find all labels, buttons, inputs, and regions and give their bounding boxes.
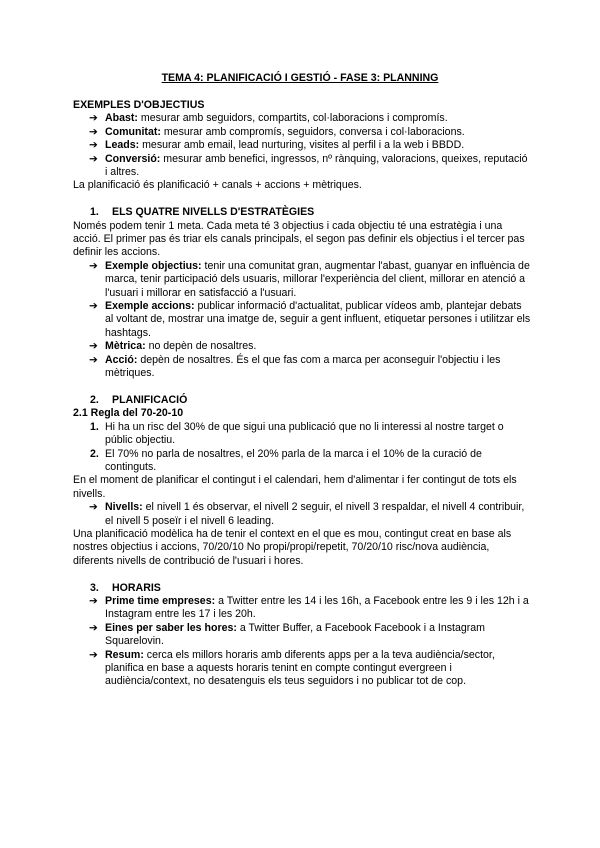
item-text: a Twitter entre les 14 i les 16h, a Facebook entre les 9 i les 12h i a Instagram entre les 17 i les 20h. bbox=[105, 594, 529, 621]
examples-summary: La planificació és planificació + canals + accions + mètriques. bbox=[73, 179, 362, 192]
section-2-numbered-list bbox=[73, 421, 531, 475]
arrow-icon: ➔ bbox=[89, 594, 98, 607]
arrow-icon: ➔ bbox=[89, 340, 98, 353]
item-text: cerca els millors horaris amb diferents apps per a la teva audiència/sector, planifica en base a aquests horaris tenint en compte contingut evergreen i audiència/context, no desatenguis els teus seguidors i no publicar tot de cop. bbox=[105, 648, 495, 688]
section-2-paragraph-2: Una planificació modèlica ha de tenir el context en el que es mou, contingut creat en base als nostres objectius i accions, 70/20/10 No propi/propi/repetit, 70/20/10 risc/nova audiència, diferents nivells de contribució de l'usuari i hores. bbox=[73, 527, 512, 567]
section-number: 1. bbox=[90, 206, 99, 219]
list-item bbox=[73, 501, 531, 528]
list-item bbox=[73, 354, 531, 381]
list-item bbox=[73, 448, 531, 475]
item-term: Conversió: bbox=[105, 152, 161, 165]
list-item bbox=[73, 300, 531, 340]
item-term: Eines per saber les hores: bbox=[105, 621, 237, 634]
section-1-heading bbox=[73, 206, 531, 219]
item-text: El 70% no parla de nosaltres, el 20% parla de la marca i el 10% de la curació de continguts. bbox=[105, 447, 482, 473]
item-term: Nivells: bbox=[105, 501, 143, 514]
item-text: Hi ha un risc del 30% de que sigui una publicació que no li interessi al nostre target o públic objectiu. bbox=[105, 420, 504, 447]
list-item bbox=[73, 340, 531, 353]
item-text: mesurar amb email, lead nurturing, visites al perfil i a la web i BBDD. bbox=[139, 139, 465, 152]
arrow-icon: ➔ bbox=[89, 152, 98, 165]
section-number: 2. bbox=[90, 393, 99, 406]
item-term: Leads: bbox=[105, 139, 140, 152]
arrow-icon: ➔ bbox=[89, 125, 98, 138]
section-title: PLANIFICACIÓ bbox=[112, 393, 188, 406]
item-term: Acció: bbox=[105, 353, 138, 366]
arrow-icon: ➔ bbox=[89, 139, 98, 152]
section-2-paragraph-1: En el moment de planificar el contingut i el calendari, hem d'alimentar i fer contingut de tots els nivells. bbox=[73, 474, 517, 500]
list-item bbox=[73, 595, 531, 622]
item-term: Mètrica: bbox=[105, 340, 146, 353]
list-item bbox=[73, 649, 531, 689]
item-term: Prime time empreses: bbox=[105, 594, 216, 607]
examples-heading: EXEMPLES D'OBJECTIUS bbox=[73, 99, 205, 111]
item-text: tenir una comunitat gran, augmentar l'abast, guanyar en influència de marca, tenir participació dels usuaris, millorar l'experiència del client, millorar en atenció a l'usuari i millorar en satisfacció a l'usuari. bbox=[105, 259, 530, 299]
arrow-icon: ➔ bbox=[89, 112, 98, 125]
item-term: Abast: bbox=[105, 112, 138, 125]
section-2-heading bbox=[73, 394, 531, 407]
arrow-icon: ➔ bbox=[89, 501, 98, 514]
section-title: HORARIS bbox=[112, 581, 161, 594]
arrow-icon: ➔ bbox=[89, 300, 98, 313]
list-item bbox=[73, 622, 531, 649]
page-title: TEMA 4: PLANIFICACIÓ I GESTIÓ - FASE 3: PLANNING bbox=[161, 72, 439, 84]
item-text: publicar informació d'actualitat, publicar vídeos amb, plantejar debats al voltant de, mostrar una imatge de, seguir a gent influent, etiquetar persones i utilitzar els hashtags. bbox=[105, 300, 531, 339]
section-3-heading bbox=[73, 582, 531, 595]
section-number: 3. bbox=[90, 581, 99, 594]
list-item bbox=[73, 421, 531, 448]
item-text: el nivell 1 és observar, el nivell 2 seguir, el nivell 3 respaldar, el nivell 4 contribuir, el nivell 5 poseïr i el nivell 6 leading. bbox=[105, 501, 525, 527]
section-1-list bbox=[73, 260, 531, 381]
list-item bbox=[73, 260, 531, 300]
section-3-list bbox=[73, 595, 531, 689]
list-item bbox=[73, 126, 531, 139]
arrow-icon: ➔ bbox=[89, 621, 98, 634]
arrow-icon: ➔ bbox=[89, 259, 98, 272]
section-2-subheading: 2.1 Regla del 70-20-10 bbox=[73, 407, 184, 420]
item-term: Exemple accions: bbox=[105, 300, 195, 313]
item-text: depèn de nosaltres. És el que fas com a marca per aconseguir l'objectiu i les mètriques. bbox=[105, 353, 501, 380]
arrow-icon: ➔ bbox=[89, 353, 98, 366]
item-text: no depèn de nosaltres. bbox=[145, 340, 257, 353]
section-1-intro: Només podem tenir 1 meta. Cada meta té 3 objectius i cada objectiu té una estratègia i una acció. El primer pas és triar els canals principals, el segon pas definir els objectius i el tercer pas definir les accions. bbox=[73, 219, 525, 259]
list-item bbox=[73, 112, 531, 125]
examples-list bbox=[73, 112, 531, 179]
list-item bbox=[73, 139, 531, 152]
item-text: mesurar amb benefici, ingressos, nº rànquing, valoracions, queixes, reputació i altres. bbox=[105, 152, 528, 179]
document-body bbox=[73, 99, 531, 689]
section-title: ELS QUATRE NIVELLS D'ESTRATÈGIES bbox=[112, 206, 315, 219]
item-term: Resum: bbox=[105, 648, 144, 661]
item-text: mesurar amb compromís, seguidors, conversa i col·laboracions. bbox=[160, 125, 465, 138]
item-term: Exemple objectius: bbox=[105, 259, 202, 272]
list-item bbox=[73, 153, 531, 180]
arrow-icon: ➔ bbox=[89, 648, 98, 661]
item-term: Comunitat: bbox=[105, 125, 161, 138]
section-2-list bbox=[73, 501, 531, 528]
item-number: 1. bbox=[90, 420, 99, 433]
item-text: a Twitter Buffer, a Facebook Facebook i a Instagram Squarelovin. bbox=[105, 621, 486, 648]
item-text: mesurar amb seguidors, compartits, col·laboracions i compromís. bbox=[137, 112, 448, 125]
item-number: 2. bbox=[90, 447, 99, 460]
